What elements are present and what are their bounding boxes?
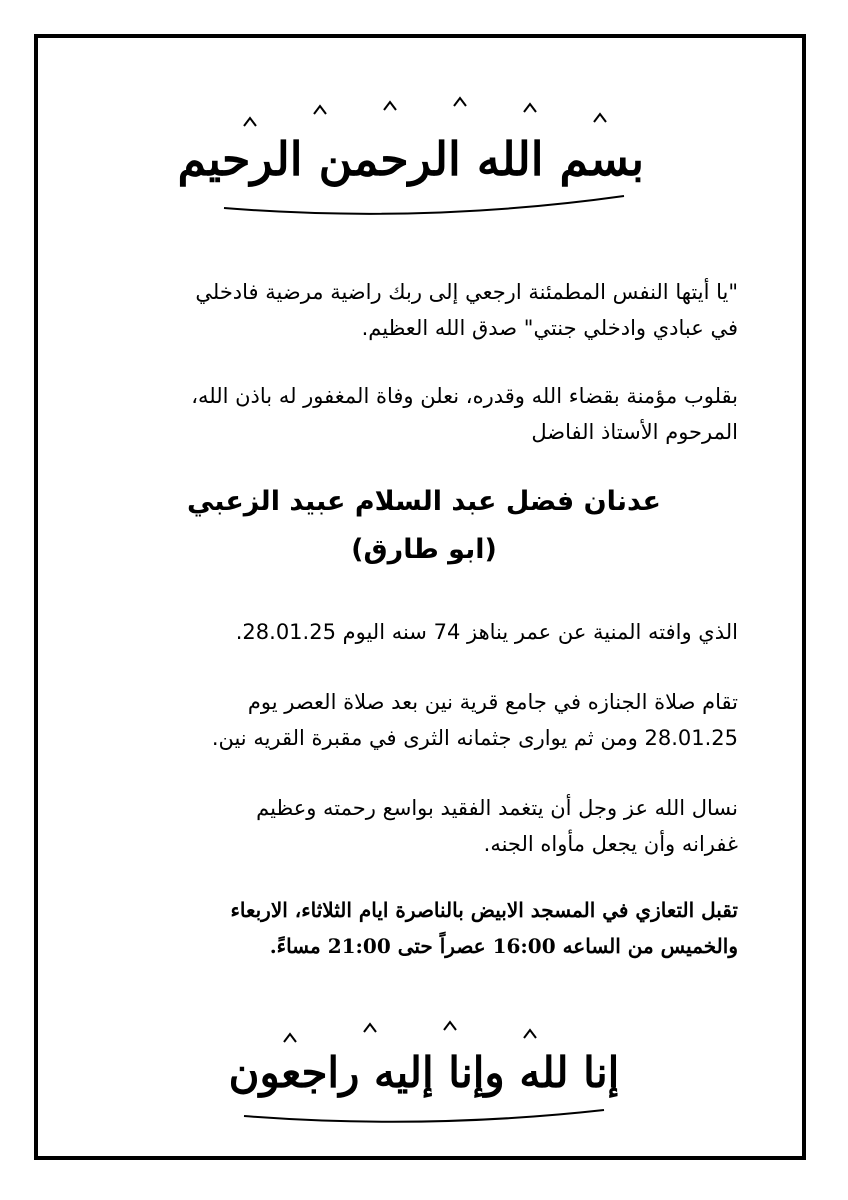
deceased-name: عدنان فضل عبد السلام عبيد الزعبي <box>186 486 662 517</box>
deceased-name-block <box>34 478 814 574</box>
condolence-line: والخميس من الساعه 16:00 عصراً حتى 21:00 مساءً. <box>269 934 738 958</box>
intro-line: بقلوب مؤمنة بقضاء الله وقدره، نعلن وفاة المغفور له باذن الله، <box>191 384 738 408</box>
intro-line: المرحوم الأستاذ الفاضل <box>531 420 738 444</box>
condolence-details <box>110 892 738 964</box>
verse-line: في عبادي وادخلي جنتي" صدق الله العظيم. <box>361 316 738 340</box>
funeral-line: تقام صلاة الجنازه في جامع قرية نين بعد صلاة العصر يوم <box>247 690 738 714</box>
prayer-line: غفرانه وأن يجعل مأواه الجنه. <box>483 832 738 856</box>
funeral-line: 28.01.25 ومن ثم يوارى جثمانه الثرى في مقبرة القريه نين. <box>211 726 738 750</box>
announcement-intro <box>110 378 738 450</box>
prayer-line: نسال الله عز وجل أن يتغمد الفقيد بواسع رحمته وعظيم <box>256 796 738 820</box>
age-line: الذي وافته المنية عن عمر يناهز 74 سنه اليوم 28.01.25. <box>235 620 738 644</box>
prayer-text <box>110 790 738 862</box>
deceased-nickname: (ابو طارق) <box>351 534 497 565</box>
funeral-details <box>110 684 738 756</box>
quran-verse <box>110 274 738 346</box>
age-date-line <box>110 614 738 650</box>
closing-verse-text: إنا لله وإنا إليه راجعون <box>228 1048 620 1097</box>
basmala-calligraphy <box>177 96 644 226</box>
basmala-text: بسم الله الرحمن الرحيم <box>177 132 644 186</box>
verse-line: "يا أيتها النفس المطمئنة ارجعي إلى ربك راضية مرضية فادخلي <box>195 280 738 304</box>
condolence-line: تقبل التعازي في المسجد الابيض بالناصرة ايام الثلاثاء، الاربعاء <box>230 898 738 922</box>
closing-verse-calligraphy <box>224 1018 624 1133</box>
